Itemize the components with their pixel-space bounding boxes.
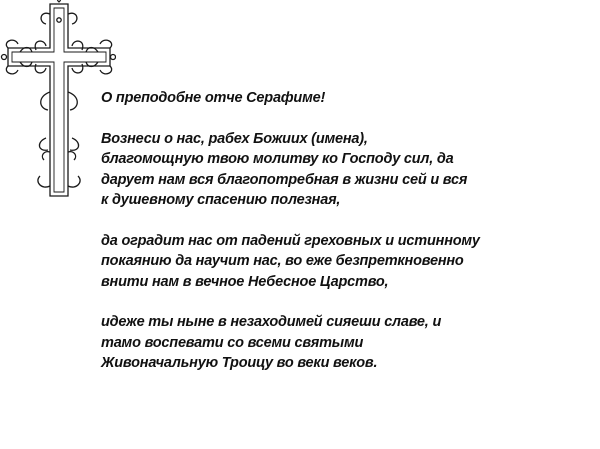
prayer-line: да оградит нас от падений греховных и истинному <box>101 232 480 249</box>
prayer-line: идеже ты ныне в незаходимей сияеши славе, и <box>101 314 442 330</box>
prayer-line: Живоначальную Троицу во веки веков. <box>101 355 378 371</box>
prayer-line: покаянию да научит нас, во еже безпреткновенно <box>101 253 464 269</box>
prayer-paragraph-2 <box>101 231 591 293</box>
prayer-paragraph-3 <box>101 312 591 374</box>
prayer-line: тамо воспевати со всеми святыми <box>101 334 364 351</box>
ornate-cross-icon <box>0 0 116 200</box>
prayer-title: О преподобне отче Серафиме! <box>101 90 326 106</box>
prayer-line: Вознеси о нас, рабех Божиих (имена), <box>101 130 368 147</box>
prayer-line: внити нам в вечное Небесное Царство, <box>101 273 389 290</box>
prayer-line: к душевному спасению полезная, <box>101 192 341 208</box>
prayer-text <box>101 88 591 374</box>
prayer-line: благомощную твою молитву ко Господу сил, да <box>101 151 454 167</box>
prayer-paragraph-1 <box>101 129 591 211</box>
prayer-line: дарует нам вся благопотребная в жизни сей и вся <box>101 171 468 188</box>
